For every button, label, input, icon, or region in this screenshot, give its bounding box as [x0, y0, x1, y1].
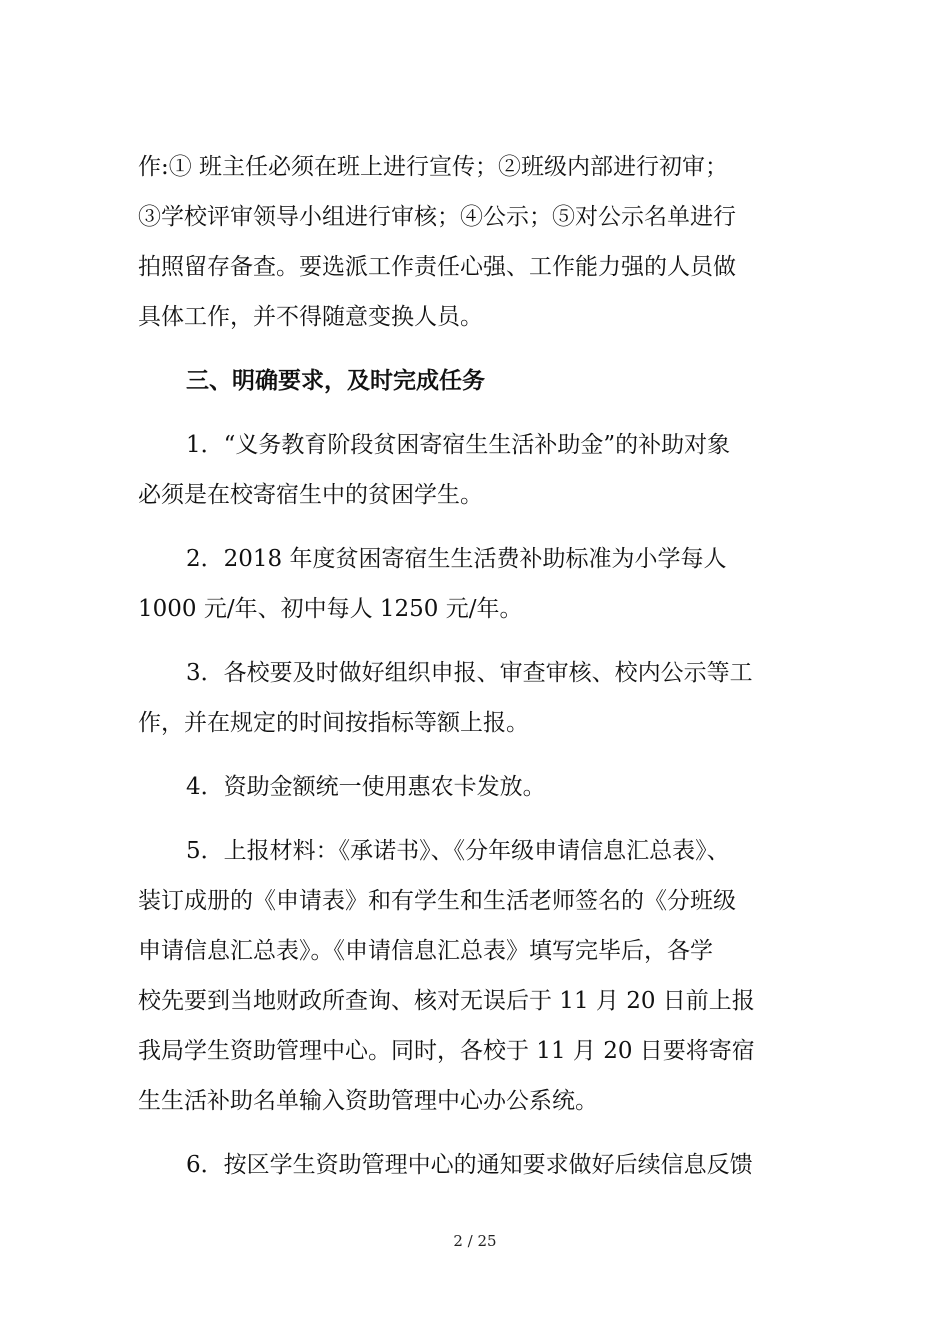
paragraph-item-3: [138, 648, 818, 748]
spacer: [138, 520, 818, 534]
paragraph-item-2: [138, 534, 818, 634]
document-body: [138, 142, 818, 1190]
text-line: 1．“义务教育阶段贫困寄宿生生活补助金”的补助对象: [186, 432, 731, 458]
spacer: [138, 748, 818, 762]
paragraph-item-5: [138, 826, 818, 1126]
paragraph-item-1: [138, 420, 818, 520]
text-line: ③学校评审领导小组进行审核；④公示；⑤对公示名单进行: [138, 204, 736, 230]
paragraph-item-6: [138, 1140, 818, 1190]
text-line: 必须是在校寄宿生中的贫困学生。: [138, 482, 483, 508]
spacer: [138, 406, 818, 420]
paragraph-intro: [138, 142, 818, 342]
text-line: 作:① 班主任必须在班上进行宣传；②班级内部进行初审；: [138, 154, 729, 180]
section-heading: 三、明确要求，及时完成任务: [186, 368, 485, 394]
spacer: [138, 812, 818, 826]
text-line: 校先要到当地财政所查询、核对无误后于 11 月 20 日前上报: [138, 988, 755, 1014]
text-line: 2．2018 年度贫困寄宿生生活费补助标准为小学每人: [186, 546, 727, 572]
paragraph-item-4: [138, 762, 818, 812]
text-line: 拍照留存备查。要选派工作责任心强、工作能力强的人员做: [138, 254, 736, 280]
text-line: 申请信息汇总表》。《申请信息汇总表》填写完毕后，各学: [138, 938, 713, 964]
spacer: [138, 634, 818, 648]
page-number: 2 / 25: [453, 1232, 497, 1250]
text-line: 4．资助金额统一使用惠农卡发放。: [186, 774, 546, 800]
text-line: 作，并在规定的时间按指标等额上报。: [138, 710, 529, 736]
text-line: 我局学生资助管理中心。同时，各校于 11 月 20 日要将寄宿: [138, 1038, 755, 1064]
spacer: [138, 1126, 818, 1140]
text-line: 生生活补助名单输入资助管理中心办公系统。: [138, 1088, 598, 1114]
text-line: 装订成册的《申请表》和有学生和生活老师签名的《分班级: [138, 888, 736, 914]
spacer: [138, 342, 818, 356]
text-line: 6．按区学生资助管理中心的通知要求做好后续信息反馈: [186, 1152, 753, 1178]
text-line: 5．上报材料：《承诺书》、《分年级申请信息汇总表》、: [186, 838, 730, 864]
text-line: 具体工作，并不得随意变换人员。: [138, 304, 483, 330]
text-line: 3．各校要及时做好组织申报、审查审核、校内公示等工: [186, 660, 753, 686]
text-line: 1000 元/年、初中每人 1250 元/年。: [138, 596, 523, 622]
